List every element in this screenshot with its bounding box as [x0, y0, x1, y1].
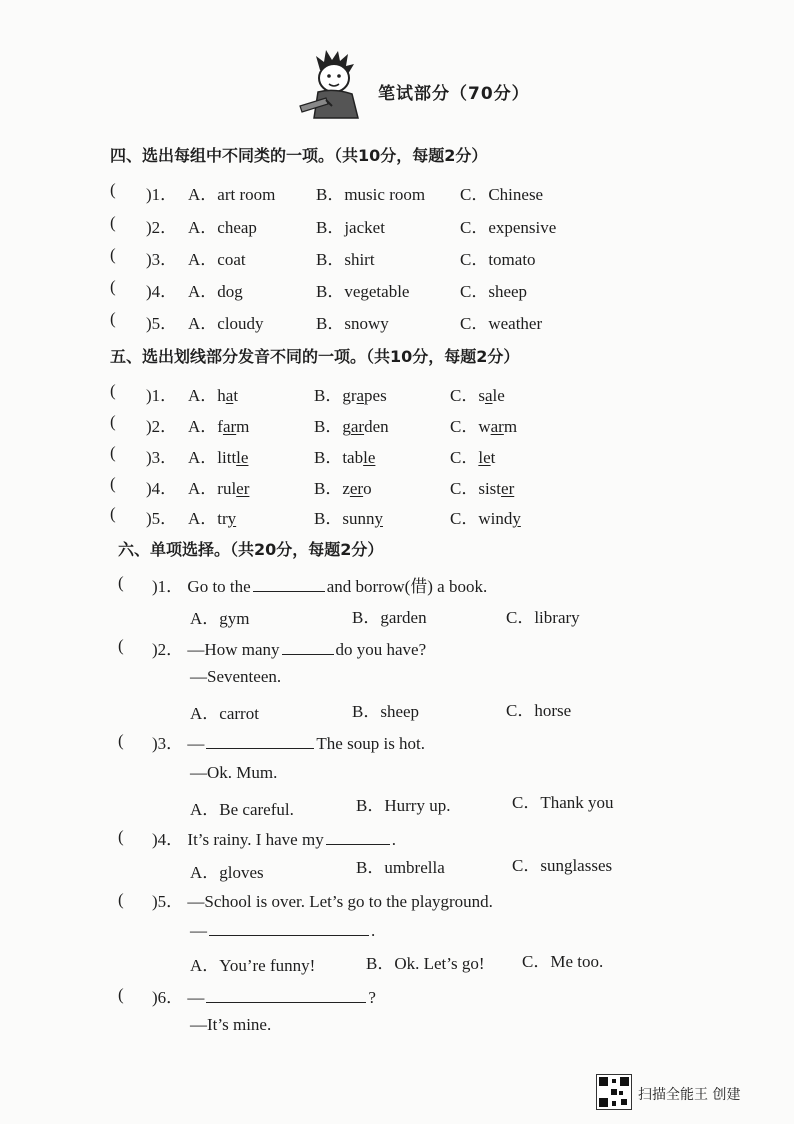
option-a[interactable]: A．art room: [188, 185, 276, 204]
option-a[interactable]: A．dog: [188, 282, 243, 301]
option-c[interactable]: C．library: [506, 608, 580, 627]
question-text: —: [190, 921, 207, 940]
question-6: [152, 983, 376, 1008]
question-text: .: [371, 921, 376, 940]
option-c[interactable]: [450, 412, 517, 437]
underlined-letters: er: [501, 479, 515, 498]
option-c[interactable]: [450, 443, 495, 468]
underlined-letters: ar: [350, 417, 365, 436]
option-text: A．tr: [188, 509, 228, 528]
option-text: den: [364, 417, 389, 436]
question-number: )6．: [152, 988, 184, 1007]
question-number: )5．: [146, 314, 178, 333]
answer-blank[interactable]: [282, 639, 334, 655]
question-number: )1．: [146, 185, 178, 204]
option-b[interactable]: B．music room: [316, 185, 426, 204]
option-a[interactable]: [188, 381, 238, 406]
question-text: .: [391, 830, 396, 849]
option-c[interactable]: C．weather: [460, 314, 543, 333]
question-number: )2．: [152, 640, 184, 659]
option-text: A．rul: [188, 479, 237, 498]
answer-paren[interactable]: (: [118, 890, 124, 909]
question-2: [152, 635, 426, 660]
option-b[interactable]: [314, 381, 387, 406]
option-b[interactable]: [314, 504, 383, 529]
option-a[interactable]: A．cloudy: [188, 314, 264, 333]
option-text: C．w: [450, 417, 491, 436]
option-b[interactable]: B．sheep: [352, 702, 420, 721]
underlined-letters: ar: [490, 417, 504, 436]
answer-paren[interactable]: (: [110, 309, 116, 328]
answer-paren[interactable]: (: [118, 985, 124, 1004]
question-number: )1．: [152, 577, 184, 596]
section-6-heading: 六、单项选择。（共20分，每题2分）: [118, 540, 384, 559]
option-c[interactable]: C．Thank you: [512, 793, 614, 812]
answer-paren[interactable]: (: [118, 636, 124, 655]
answer-paren[interactable]: (: [110, 277, 116, 296]
option-text: B．gr: [314, 386, 357, 405]
option-b[interactable]: B．vegetable: [316, 282, 410, 301]
option-a[interactable]: A．Be careful.: [190, 800, 294, 819]
option-c[interactable]: C．Chinese: [460, 185, 544, 204]
option-c[interactable]: [450, 504, 521, 529]
question-number: )1．: [146, 386, 178, 405]
option-text: A．litt: [188, 448, 237, 467]
option-b[interactable]: [314, 443, 375, 468]
option-a[interactable]: A．You’re funny!: [190, 956, 316, 975]
option-a[interactable]: [188, 443, 248, 468]
question-text: Go to the: [187, 577, 251, 596]
option-text: B．z: [314, 479, 350, 498]
underlined-letters: ar: [222, 417, 237, 436]
option-a[interactable]: A．coat: [188, 250, 246, 269]
option-b[interactable]: B．snowy: [316, 314, 389, 333]
answer-blank[interactable]: [253, 576, 325, 592]
option-a[interactable]: A．carrot: [190, 704, 259, 723]
option-b[interactable]: [314, 412, 389, 437]
option-text: t: [233, 386, 239, 405]
option-a[interactable]: A．cheap: [188, 218, 257, 237]
underlined-letters: er: [349, 479, 364, 498]
question-number: )3．: [146, 250, 178, 269]
question-text: —: [187, 988, 205, 1007]
answer-paren[interactable]: (: [118, 573, 124, 592]
option-c[interactable]: [450, 381, 505, 406]
answer-paren[interactable]: (: [110, 180, 116, 199]
section-5-heading: 五、选出划线部分发音不同的一项。（共10分，每题2分）: [110, 347, 520, 366]
question-3-reply: —Ok. Mum.: [190, 763, 278, 782]
option-b[interactable]: B．garden: [352, 608, 427, 627]
question-2-reply: —Seventeen.: [190, 667, 282, 686]
option-a[interactable]: A．gym: [190, 609, 250, 628]
question-text: —How many: [187, 640, 280, 659]
option-a[interactable]: [188, 504, 236, 529]
option-a[interactable]: [188, 474, 249, 499]
underlined-letters: er: [236, 479, 250, 498]
option-text: o: [363, 479, 372, 498]
answer-paren[interactable]: (: [110, 504, 116, 523]
question-text: and borrow(借) a book.: [326, 577, 488, 596]
option-c[interactable]: C．horse: [506, 701, 572, 720]
option-c[interactable]: C．expensive: [460, 218, 557, 237]
question-text: It’s rainy. I have my: [187, 830, 324, 849]
option-text: C．wind: [450, 509, 513, 528]
question-number: )2．: [146, 417, 178, 436]
option-text: pes: [364, 386, 387, 405]
option-b[interactable]: B．Hurry up.: [356, 796, 451, 815]
boy-illustration-icon: [298, 48, 368, 120]
option-b[interactable]: B．Ok. Let’s go!: [366, 954, 485, 973]
answer-paren[interactable]: (: [110, 474, 116, 493]
answer-blank[interactable]: [326, 829, 390, 845]
option-text: m: [236, 417, 250, 436]
question-4: [152, 825, 396, 850]
question-text: —School is over. Let’s go to the playground.: [187, 892, 493, 911]
section-4-heading: 四、选出每组中不同类的一项。（共10分，每题2分）: [110, 146, 488, 165]
answer-blank[interactable]: [206, 987, 366, 1003]
underlined-letters: le: [478, 448, 491, 467]
question-number: )3．: [152, 734, 184, 753]
answer-blank[interactable]: [206, 733, 314, 749]
underlined-letters: le: [236, 448, 249, 467]
option-text: A．f: [188, 417, 223, 436]
answer-paren[interactable]: (: [110, 245, 116, 264]
option-text: le: [492, 386, 505, 405]
underlined-letters: a: [484, 386, 493, 405]
underlined-letters: y: [374, 509, 383, 528]
answer-paren[interactable]: (: [118, 731, 124, 750]
question-text: do you have?: [335, 640, 427, 659]
option-c[interactable]: C．tomato: [460, 250, 536, 269]
option-text: B．g: [314, 417, 351, 436]
question-number: )3．: [146, 448, 178, 467]
question-number: )4．: [146, 282, 178, 301]
answer-paren[interactable]: (: [118, 827, 124, 846]
underlined-letters: a: [225, 386, 234, 405]
footer-watermark: 扫描全能王 创建: [638, 1087, 741, 1103]
question-6-reply: —It’s mine.: [190, 1015, 272, 1034]
question-1: [152, 572, 487, 597]
qr-code-icon: [596, 1074, 632, 1110]
option-a[interactable]: A．gloves: [190, 863, 264, 882]
option-text: A．h: [188, 386, 226, 405]
option-b[interactable]: B．shirt: [316, 250, 375, 269]
answer-paren[interactable]: (: [110, 213, 116, 232]
question-number: )5．: [152, 892, 184, 911]
underlined-letters: y: [227, 509, 237, 528]
answer-paren[interactable]: (: [110, 443, 116, 462]
option-b[interactable]: [314, 474, 372, 499]
question-3: [152, 729, 425, 754]
underlined-letters: a: [356, 386, 365, 405]
option-c[interactable]: C．Me too.: [522, 952, 604, 971]
option-text: m: [503, 417, 518, 436]
option-text: B．tab: [314, 448, 364, 467]
question-number: )4．: [146, 479, 178, 498]
option-text: B．sunn: [314, 509, 375, 528]
question-5-reply: [190, 920, 375, 941]
question-number: )4．: [152, 830, 184, 849]
question-text: ?: [368, 988, 376, 1007]
question-number: )5．: [146, 509, 178, 528]
question-text: The soup is hot.: [316, 734, 426, 753]
option-text: C．s: [450, 386, 485, 405]
option-b[interactable]: B．jacket: [316, 218, 385, 237]
option-c[interactable]: C．sunglasses: [512, 856, 613, 875]
option-b[interactable]: B．umbrella: [356, 858, 445, 877]
option-a[interactable]: [188, 412, 249, 437]
answer-blank[interactable]: [209, 920, 369, 936]
question-text: —: [187, 734, 205, 753]
option-text: C．: [450, 448, 479, 467]
answer-paren[interactable]: (: [110, 412, 116, 431]
answer-paren[interactable]: (: [110, 381, 116, 400]
option-text: C．sist: [450, 479, 502, 498]
page-title: 笔试部分（70分）: [378, 84, 530, 104]
question-number: )2．: [146, 218, 178, 237]
option-text: t: [490, 448, 496, 467]
option-c[interactable]: C．sheep: [460, 282, 528, 301]
underlined-letters: le: [363, 448, 376, 467]
question-5: [152, 887, 493, 912]
underlined-letters: y: [512, 509, 521, 528]
option-c[interactable]: [450, 474, 514, 499]
